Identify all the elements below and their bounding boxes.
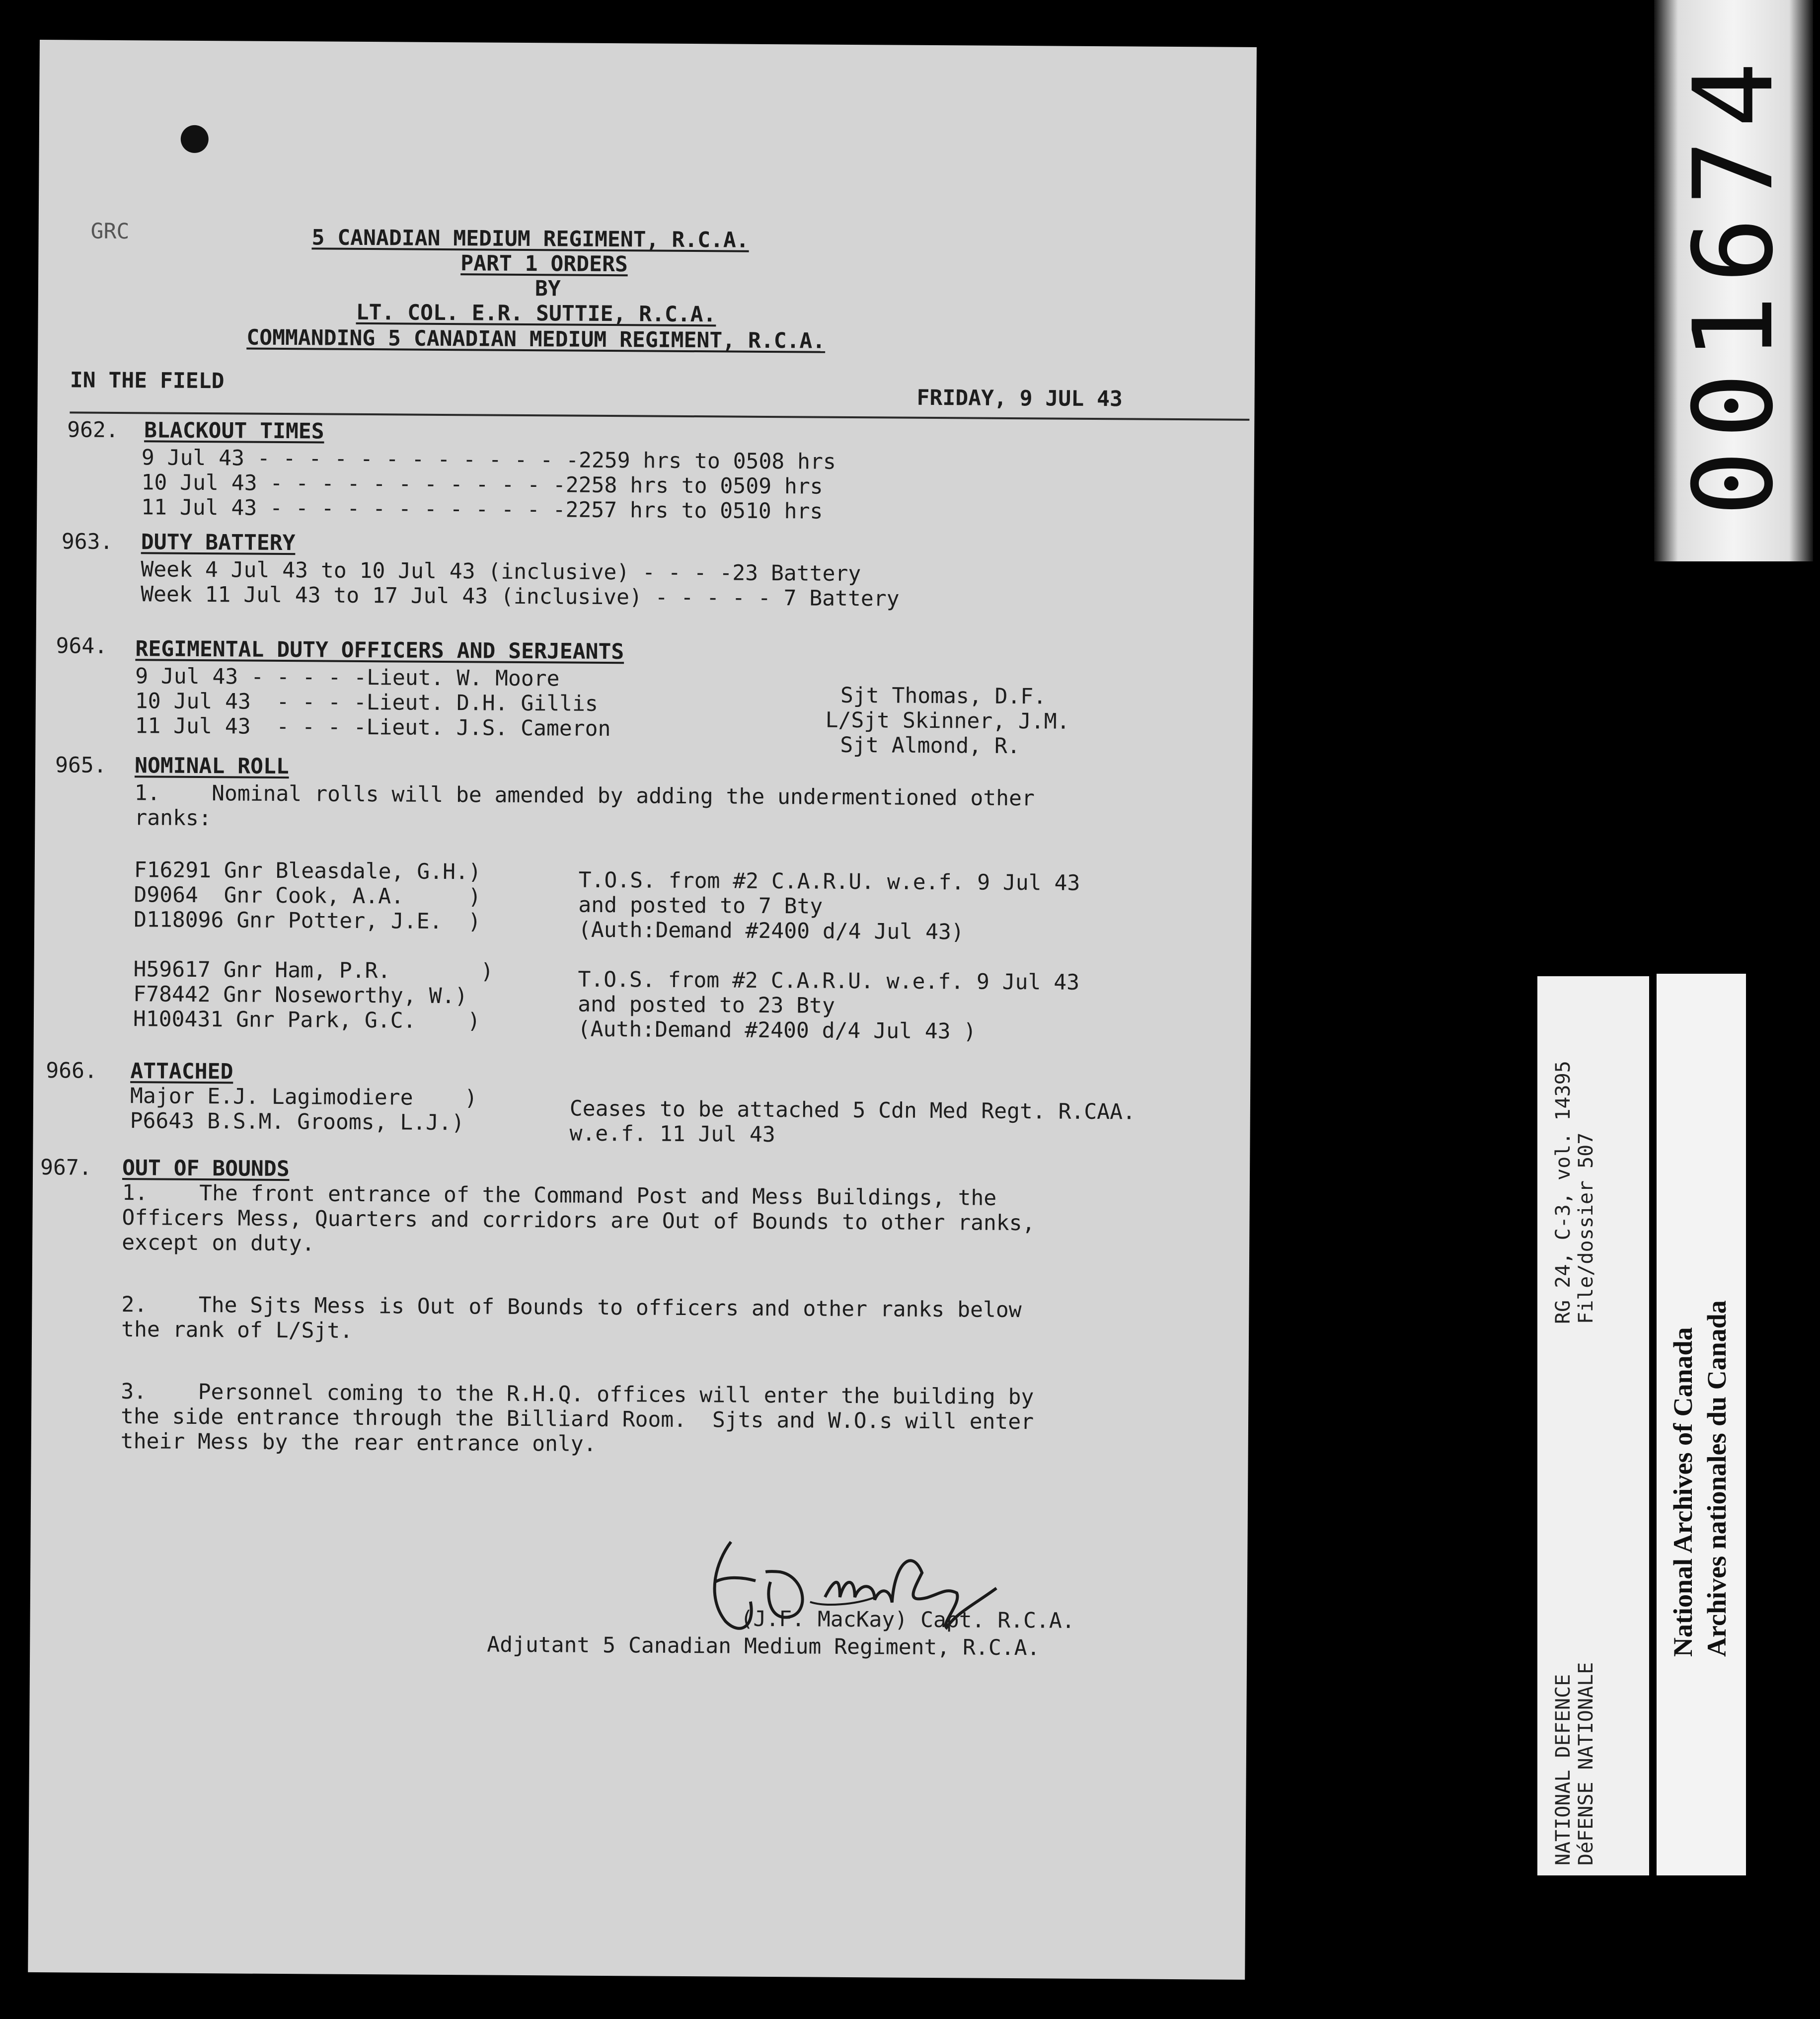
duty-battery-line: Week 4 Jul 43 to 10 Jul 43 (inclusive) - - - -23 Battery — [141, 557, 861, 587]
roll-note: T.O.S. from #2 C.A.R.U. w.e.f. 9 Jul 43 — [578, 867, 1080, 896]
blackout-line: 10 Jul 43 - - - - - - - - - - - -2258 hrs to 0509 hrs — [141, 470, 823, 499]
paragraph-line: the side entrance through the Billiard Room. Sjts and W.O.s will enter — [120, 1404, 1034, 1435]
roll-entry: F16291 Gnr Bleasdale, G.H.) — [134, 857, 481, 885]
section-title: NOMINAL ROLL — [134, 753, 289, 779]
paragraph-line: except on duty. — [122, 1230, 315, 1256]
regiment-title: 5 CANADIAN MEDIUM REGIMENT, R.C.A. — [311, 225, 749, 253]
duty-officer-line: 9 Jul 43 - - - - -Lieut. W. Moore — [135, 664, 560, 692]
document-page — [28, 40, 1257, 1980]
department-line: DéFENSE NATIONALE — [1575, 1662, 1597, 1865]
roll-note: and posted to 23 Bty — [578, 992, 835, 1018]
location: IN THE FIELD — [70, 368, 225, 394]
paragraph-line: 2. The Sjts Mess is Out of Bounds to officers and other ranks below — [121, 1292, 1022, 1323]
section-number: 966. — [46, 1058, 98, 1084]
roll-entry: F78442 Gnr Noseworthy, W.) — [133, 982, 468, 1009]
section-number: 964. — [56, 633, 108, 659]
part-orders: PART 1 ORDERS — [460, 251, 628, 277]
roll-note: and posted to 7 Bty — [578, 892, 823, 919]
archive-reference-label — [1537, 976, 1649, 1875]
duty-battery-line: Week 11 Jul 43 to 17 Jul 43 (inclusive) - - - - - 7 Battery — [141, 582, 900, 612]
department-line: NATIONAL DEFENCE — [1552, 1674, 1575, 1865]
paragraph-line: the rank of L/Sjt. — [121, 1317, 353, 1343]
attached-note: w.e.f. 11 Jul 43 — [569, 1121, 775, 1148]
paragraph-line: 1. The front entrance of the Command Post and Mess Buildings, the — [122, 1180, 997, 1211]
attached-note: Ceases to be attached 5 Cdn Med Regt. R.CAA. — [569, 1096, 1136, 1125]
roll-note: T.O.S. from #2 C.A.R.U. w.e.f. 9 Jul 43 — [578, 967, 1080, 995]
corner-code: GRC — [90, 219, 130, 244]
paragraph-line: 3. Personnel coming to the R.H.Q. offices will enter the building by — [121, 1379, 1034, 1410]
nominal-roll-intro: ranks: — [134, 805, 212, 831]
by-line: BY — [534, 276, 561, 302]
roll-note: (Auth:Demand #2400 d/4 Jul 43) — [578, 917, 964, 945]
commanding-line: COMMANDING 5 CANADIAN MEDIUM REGIMENT, R.C.A. — [246, 325, 826, 354]
commanding-officer: LT. COL. E.R. SUTTIE, R.C.A. — [356, 300, 716, 327]
signatory-name: (J.F. MacKay) Capt. R.C.A. — [740, 1606, 1075, 1633]
duty-officer-line: 11 Jul 43 - - - -Lieut. J.S. Cameron — [135, 713, 611, 742]
section-title: DUTY BATTERY — [141, 530, 296, 556]
roll-entry: D118096 Gnr Potter, J.E. ) — [134, 907, 481, 934]
section-title: REGIMENTAL DUTY OFFICERS AND SERJEANTS — [135, 636, 624, 665]
archives-name-en: National Archives of Canada — [1668, 1327, 1698, 1657]
frame-number-stamp — [1654, 0, 1813, 561]
reference-line: File/dossier 507 — [1575, 1132, 1597, 1324]
roll-entry: H100431 Gnr Park, G.C. ) — [133, 1007, 481, 1034]
serjeant-name: L/Sjt Skinner, J.M. — [825, 707, 1070, 734]
roll-entry: D9064 Gnr Cook, A.A. ) — [134, 882, 481, 910]
section-title: ATTACHED — [130, 1059, 233, 1085]
roll-note: (Auth:Demand #2400 d/4 Jul 43 ) — [577, 1016, 977, 1044]
reference-line: RG 24, C-3, vol. 14395 — [1552, 1061, 1575, 1324]
section-number: 965. — [55, 753, 107, 778]
duty-officer-line: 10 Jul 43 - - - -Lieut. D.H. Gillis — [135, 689, 598, 716]
paragraph-line: their Mess by the rear entrance only. — [120, 1429, 597, 1457]
section-title: OUT OF BOUNDS — [122, 1156, 290, 1182]
nominal-roll-intro: 1. Nominal rolls will be amended by adding the undermentioned other — [134, 780, 1035, 811]
archives-name-fr: Archives nationales du Canada — [1702, 1300, 1732, 1657]
punch-hole — [181, 125, 209, 153]
frame-number: 001674 — [1670, 50, 1797, 517]
signatory-title: Adjutant 5 Canadian Medium Regiment, R.C.A. — [487, 1632, 1040, 1661]
section-number: 963. — [61, 529, 113, 554]
roll-entry: H59617 Gnr Ham, P.R. ) — [133, 957, 494, 984]
serjeant-name: Sjt Thomas, D.F. — [840, 683, 1047, 709]
attached-entry: P6643 B.S.M. Grooms, L.J.) — [130, 1108, 464, 1136]
blackout-line: 11 Jul 43 - - - - - - - - - - - -2257 hrs to 0510 hrs — [141, 495, 823, 524]
section-title: BLACKOUT TIMES — [144, 418, 324, 444]
section-number: 967. — [40, 1155, 92, 1180]
attached-entry: Major E.J. Lagimodiere ) — [130, 1084, 478, 1111]
archives-canada-label — [1657, 974, 1746, 1875]
section-number: 962. — [67, 417, 119, 443]
paragraph-line: Officers Mess, Quarters and corridors are Out of Bounds to other ranks, — [122, 1205, 1035, 1236]
blackout-line: 9 Jul 43 - - - - - - - - - - - - -2259 hrs to 0508 hrs — [141, 445, 836, 474]
serjeant-name: Sjt Almond, R. — [840, 732, 1020, 759]
order-date: FRIDAY, 9 JUL 43 — [916, 385, 1123, 412]
